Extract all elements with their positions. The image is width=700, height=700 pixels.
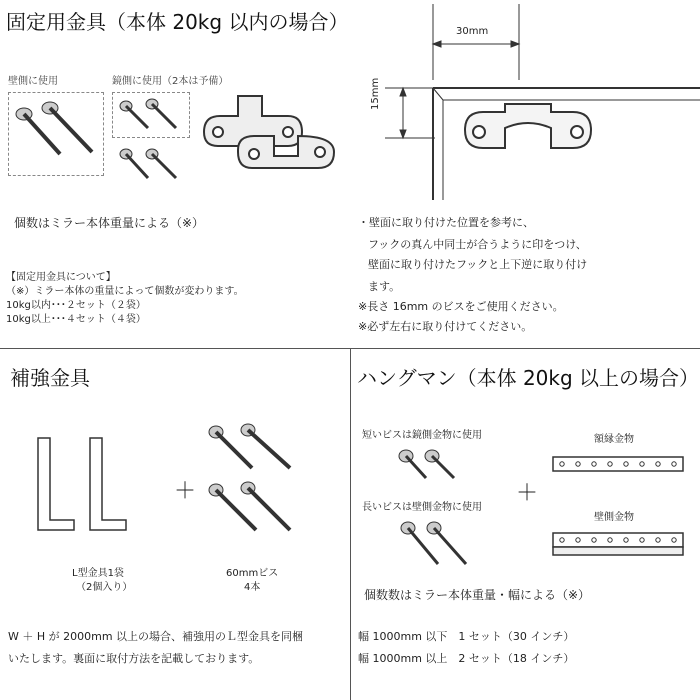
width-set-2: 幅 1000mm 以上 2 セット（18 インチ） bbox=[358, 652, 575, 665]
hangman-title: ハングマン（本体 20kg 以上の場合） bbox=[357, 366, 700, 390]
hangman-count-note: 個数数はミラー本体重量・幅による（※） bbox=[364, 588, 591, 602]
bracket-label-2: （2個入り） bbox=[76, 582, 133, 593]
instruction-line2: フックの真ん中同士が合うように印をつけ、 bbox=[368, 238, 587, 251]
wall-side-label: 壁側に使用 bbox=[8, 76, 58, 87]
frame-fitting-label: 額縁金物 bbox=[594, 434, 634, 445]
dim-width-label: 30mm bbox=[456, 26, 489, 37]
hook-fittings-icon bbox=[198, 92, 338, 192]
plus-sign-left: ＋ bbox=[174, 479, 197, 504]
vertical-divider bbox=[350, 348, 351, 700]
dim-height-label: 15mm bbox=[370, 77, 381, 110]
screw-length-note: ※長さ 16mm のビスをご使用ください。 bbox=[358, 300, 564, 313]
bracket-label-1: L型金具1袋 bbox=[72, 568, 124, 579]
fixing-info-line3: 10kg以上･･･４セット（４袋） bbox=[6, 314, 146, 325]
fixing-count-note: 個数はミラー本体重量による（※） bbox=[14, 216, 205, 230]
short-screws-icon bbox=[396, 446, 466, 486]
l-bracket-icon bbox=[34, 436, 134, 532]
screw-60mm-label: 60mmビス bbox=[226, 568, 279, 579]
mirror-screws-icon bbox=[112, 92, 192, 192]
fixing-info-heading: 【固定用金具について】 bbox=[6, 272, 116, 283]
reinforcement-desc-2: いたします。裏面に取付方法を記載しております。 bbox=[8, 652, 260, 665]
wall-fitting-icon bbox=[552, 532, 684, 558]
dimension-diagram bbox=[355, 0, 700, 200]
screw-count-label: 4本 bbox=[244, 582, 261, 593]
left-right-note: ※必ず左右に取り付けてください。 bbox=[358, 320, 533, 333]
short-screw-label: 短いビスは鏡側金物に使用 bbox=[362, 430, 482, 441]
fixing-info-line2: 10kg以内･･･２セット（２袋） bbox=[6, 300, 146, 311]
reinforcement-desc-1: W ＋ H が 2000mm 以上の場合、補強用のＬ型金具を同梱 bbox=[8, 630, 304, 643]
instruction-line1: ・壁面に取り付けた位置を参考に、 bbox=[358, 216, 534, 229]
width-set-1: 幅 1000mm 以下 1 セット（30 インチ） bbox=[358, 630, 575, 643]
wall-fitting-label: 壁側金物 bbox=[594, 512, 634, 523]
fixing-hardware-title: 固定用金具（本体 20kg 以内の場合） bbox=[6, 10, 349, 34]
long-hangman-screws-icon bbox=[398, 518, 478, 574]
long-screws-icon bbox=[204, 420, 314, 550]
instruction-line4: ます。 bbox=[368, 280, 401, 293]
plus-sign-right: ＋ bbox=[516, 481, 539, 506]
mirror-side-label: 鏡側に使用（2本は予備） bbox=[112, 76, 229, 87]
instruction-line3: 壁面に取り付けたフックと上下逆に取り付け bbox=[368, 258, 588, 271]
wall-screws-icon bbox=[8, 92, 102, 174]
fixing-info-line1: （※）ミラー本体の重量によって個数が変わります。 bbox=[6, 286, 244, 297]
reinforcement-title: 補強金具 bbox=[10, 366, 90, 390]
frame-fitting-icon bbox=[552, 456, 684, 474]
long-screw-label: 長いビスは壁側金物に使用 bbox=[362, 502, 482, 513]
